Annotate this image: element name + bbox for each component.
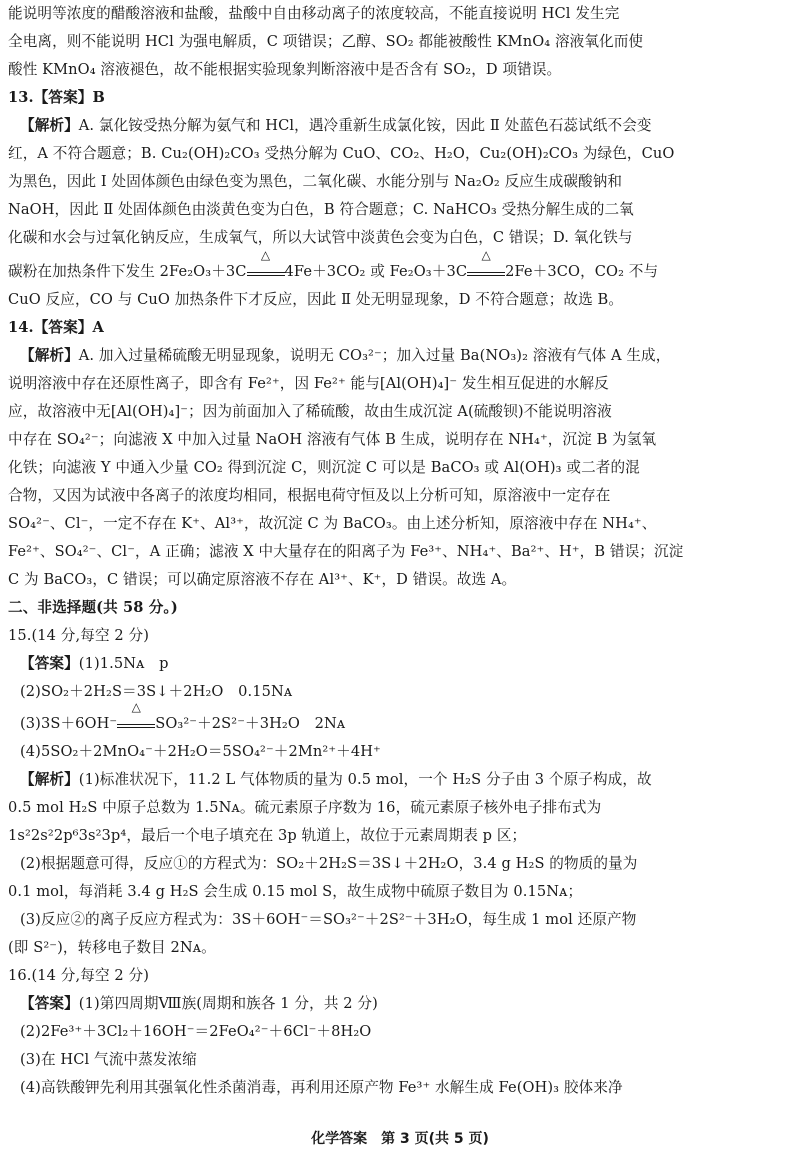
text-line: (即 S²⁻)，转移电子数目 2Nᴀ。 [8,939,216,956]
text-line: 化碳和水会与过氧化钠反应，生成氧气，所以大试管中淡黄色会变为白色，C 错误；D. 氧化铁与 [8,229,633,246]
text-line: (3)在 HCl 气流中蒸发浓缩 [20,1051,197,1068]
text-line: C 为 BaCO₃，C 错误；可以确定原溶液不存在 Al³⁺、K⁺，D 错误。故选 A。 [8,571,517,588]
q15-analysis-line [20,770,792,790]
q16-answer-line [20,994,792,1014]
equation-line [20,700,792,734]
text-line: 中存在 SO₄²⁻；向滤液 X 中加入过量 NaOH 溶液有气体 B 生成，说明存在 NH₄⁺，沉淀 B 为氢氧 [8,431,657,448]
text-line: (2)2Fe³⁺＋3Cl₂＋16OH⁻＝2FeO₄²⁻＋6Cl⁻＋8H₂O [20,1023,372,1040]
analysis-tag: 【解析】 [20,347,79,364]
text: (1)1.5Nᴀ p [78,655,169,672]
heat-icon: △ [131,700,141,714]
text: (1)标准状况下，11.2 L 气体物质的量为 0.5 mol，一个 H₂S 分子由 3 个原子构成，故 [78,771,652,788]
text: A. 氯化铵受热分解为氨气和 HCl，遇冷重新生成氯化铵，因此 Ⅱ 处蓝色石蕊试纸不会变 [78,117,652,134]
equation-line [8,248,792,282]
text: 碳粉在加热条件下发生 2Fe₂O₃＋3C [8,263,247,280]
heat-arrow [247,248,285,276]
text-line: 0.1 mol，每消耗 3.4 g H₂S 会生成 0.15 mol S，故生成物中硫原子数目为 0.15Nᴀ； [8,883,583,900]
heat-icon: △ [481,248,491,262]
q13-heading [8,88,792,108]
analysis-tag: 【解析】 [20,771,79,788]
answer-value: B [92,89,105,106]
page-footer: 化学答案 第 3 页(共 5 页) [311,1131,489,1147]
heat-arrow [467,248,505,276]
text-line: 说明溶液中存在还原性离子，即含有 Fe²⁺，因 Fe²⁺ 能与[Al(OH)₄]⁻ 发生相互促进的水解反 [8,375,609,392]
q16-heading: 16.(14 分,每空 2 分) [8,967,149,984]
answer-tag: 【答案】 [20,655,79,672]
q15-heading: 15.(14 分,每空 2 分) [8,627,149,644]
text-line: NaOH，因此 Ⅱ 处固体颜色由淡黄色变为白色，B 符合题意；C. NaHCO₃ 受热分解生成的二氧 [8,201,634,218]
text-line: 应，故溶液中无[Al(OH)₄]⁻；因为前面加入了稀硫酸，故由生成沉淀 A(硫酸钡)不能说明溶液 [8,403,612,420]
text: 4Fe＋3CO₂ 或 Fe₂O₃＋3C [284,263,468,280]
text-line: 0.5 mol H₂S 中原子总数为 1.5Nᴀ。硫元素原子序数为 16，硫元素原子核外电子排布式为 [8,799,602,816]
text-line: (4)5SO₂＋2MnO₄⁻＋2H₂O＝5SO₄²⁻＋2Mn²⁺＋4H⁺ [20,743,381,760]
text-line: (4)高铁酸钾先利用其强氧化性杀菌消毒，再利用还原产物 Fe³⁺ 水解生成 Fe(OH)₃ 胶体来净 [20,1079,623,1096]
text: (3)3S＋6OH⁻ [20,715,118,732]
question-number: 14. [8,319,34,336]
answer-tag: 【答案】 [33,319,93,336]
section-heading: 二、非选择题(共 58 分。) [8,599,178,616]
heat-icon: △ [260,248,271,262]
text-line: SO₄²⁻、Cl⁻，一定不存在 K⁺、Al³⁺，故沉淀 C 为 BaCO₃。由上述分析知，原溶液中存在 NH₄⁺、 [8,515,657,532]
text: 2Fe＋3CO，CO₂ 不与 [505,263,659,280]
answer-tag: 【答案】 [20,995,79,1012]
heat-arrow [117,700,155,728]
text-line: 红，A 不符合题意；B. Cu₂(OH)₂CO₃ 受热分解为 CuO、CO₂、H₂O，Cu₂(OH)₂CO₃ 为绿色，CuO [8,145,675,162]
text-line: 酸性 KMnO₄ 溶液褪色，故不能根据实验现象判断溶液中是否含有 SO₂，D 项错误。 [8,61,562,78]
text-line: 合物，又因为试液中各离子的浓度均相同，根据电荷守恒及以上分析可知，原溶液中一定存在 [8,487,611,504]
text-line: (2)根据题意可得，反应①的方程式为：SO₂＋2H₂S＝3S↓＋2H₂O，3.4 g H₂S 的物质的量为 [20,855,638,872]
text-line: (3)反应②的离子反应方程式为：3S＋6OH⁻＝SO₃²⁻＋2S²⁻＋3H₂O，每生成 1 mol 还原产物 [20,911,637,928]
q14-analysis-line [20,346,792,366]
analysis-tag: 【解析】 [20,117,79,134]
answer-value: A [92,319,104,336]
text-line: (2)SO₂＋2H₂S＝3S↓＋2H₂O 0.15Nᴀ [20,683,293,700]
q14-heading [8,318,792,338]
text-line: 化铁；向滤液 Y 中通入少量 CO₂ 得到沉淀 C，则沉淀 C 可以是 BaCO₃ 或 Al(OH)₃ 或二者的混 [8,459,640,476]
text: (1)第四周期Ⅷ族(周期和族各 1 分，共 2 分) [78,995,378,1012]
text-line: 全电离，则不能说明 HCl 为强电解质，C 项错误；乙醇、SO₂ 都能被酸性 KMnO₄ 溶液氧化而使 [8,33,644,50]
text: SO₃²⁻＋2S²⁻＋3H₂O 2Nᴀ [155,715,346,732]
text: A. 加入过量稀硫酸无明显现象，说明无 CO₃²⁻；加入过量 Ba(NO₃)₂ 溶液有气体 A 生成， [78,347,671,364]
text-line: 为黑色，因此 Ⅰ 处固体颜色由绿色变为黑色，二氧化碳、水能分别与 Na₂O₂ 反应生成碳酸钠和 [8,173,623,190]
text-line: CuO 反应，CO 与 CuO 加热条件下才反应，因此 Ⅱ 处无明显现象，D 不符合题意；故选 B。 [8,291,624,308]
answer-tag: 【答案】 [33,89,93,106]
text-line: 能说明等浓度的醋酸溶液和盐酸，盐酸中自由移动离子的浓度较高，不能直接说明 HCl 发生完 [8,5,620,22]
text-line: 1s²2s²2p⁶3s²3p⁴，最后一个电子填充在 3p 轨道上，故位于元素周期表 p 区； [8,827,527,844]
q13-analysis-line [20,116,792,136]
text-line: Fe²⁺、SO₄²⁻、Cl⁻，A 正确；滤液 X 中大量存在的阳离子为 Fe³⁺、NH₄⁺、Ba²⁺、H⁺，B 错误；沉淀 [8,543,684,560]
q15-answer-line [20,654,792,674]
question-number: 13. [8,89,34,106]
